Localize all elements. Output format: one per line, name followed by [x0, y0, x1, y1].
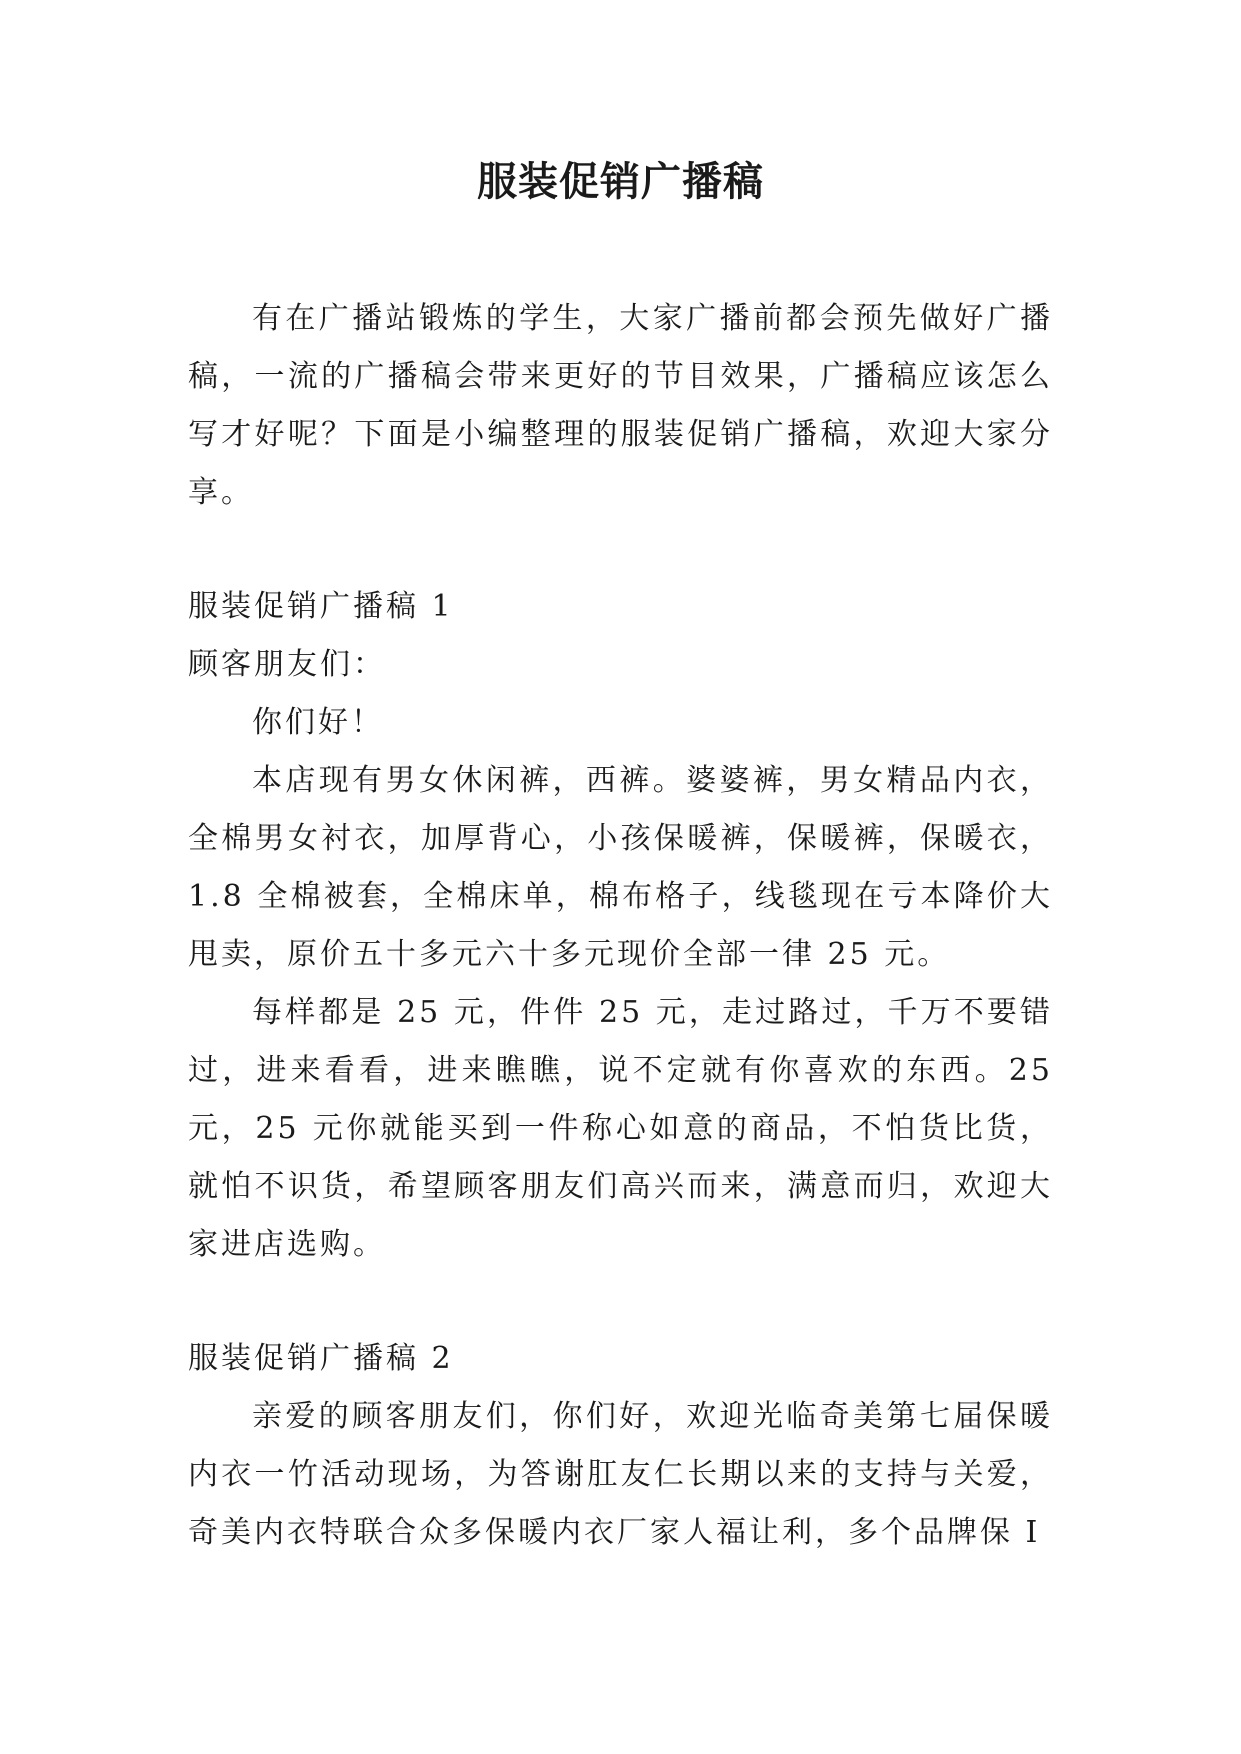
spacer — [188, 1274, 1053, 1330]
section-1-salutation: 顾客朋友们： — [188, 647, 386, 682]
section-1-greeting: 你们好！ — [252, 705, 384, 740]
section-2-paragraph-1: 亲爱的顾客朋友们，你们好，欢迎光临奇美第七届保暖内衣一竹活动现场，为答谢肛友仁长期以来的支持与关爱，奇美内衣特联合众多保暖内衣厂家人福让利，多个品牌保 I — [188, 1399, 1053, 1550]
document-title: 服装促销广播稿 — [477, 158, 764, 205]
section-2-heading: 服装促销广播稿 2 — [188, 1341, 454, 1376]
section-1-heading: 服装促销广播稿 1 — [188, 589, 454, 624]
document-body — [188, 290, 1053, 1562]
intro-paragraph: 有在广播站锻炼的学生，大家广播前都会预先做好广播稿，一流的广播稿会带来更好的节目效果，广播稿应该怎么写才好呢？下面是小编整理的服装促销广播稿，欢迎大家分享。 — [188, 301, 1053, 510]
spacer — [188, 522, 1053, 578]
section-1-paragraph-2: 每样都是 25 元，件件 25 元，走过路过，千万不要错过，进来看看，进来瞧瞧，说不定就有你喜欢的东西。25 元，25 元你就能买到一件称心如意的商品，不怕货比货，就怕不识货，希望顾客朋友们高兴而来，满意而归，欢迎大家进店选购。 — [188, 995, 1053, 1262]
section-1-paragraph-1: 本店现有男女休闲裤，西裤。婆婆裤，男女精品内衣，全棉男女衬衣，加厚背心，小孩保暖裤，保暖裤，保暖衣，1.8 全棉被套，全棉床单，棉布格子，线毯现在亏本降价大甩卖，原价五十多元六十多元现价全部一律 25 元。 — [188, 763, 1053, 972]
